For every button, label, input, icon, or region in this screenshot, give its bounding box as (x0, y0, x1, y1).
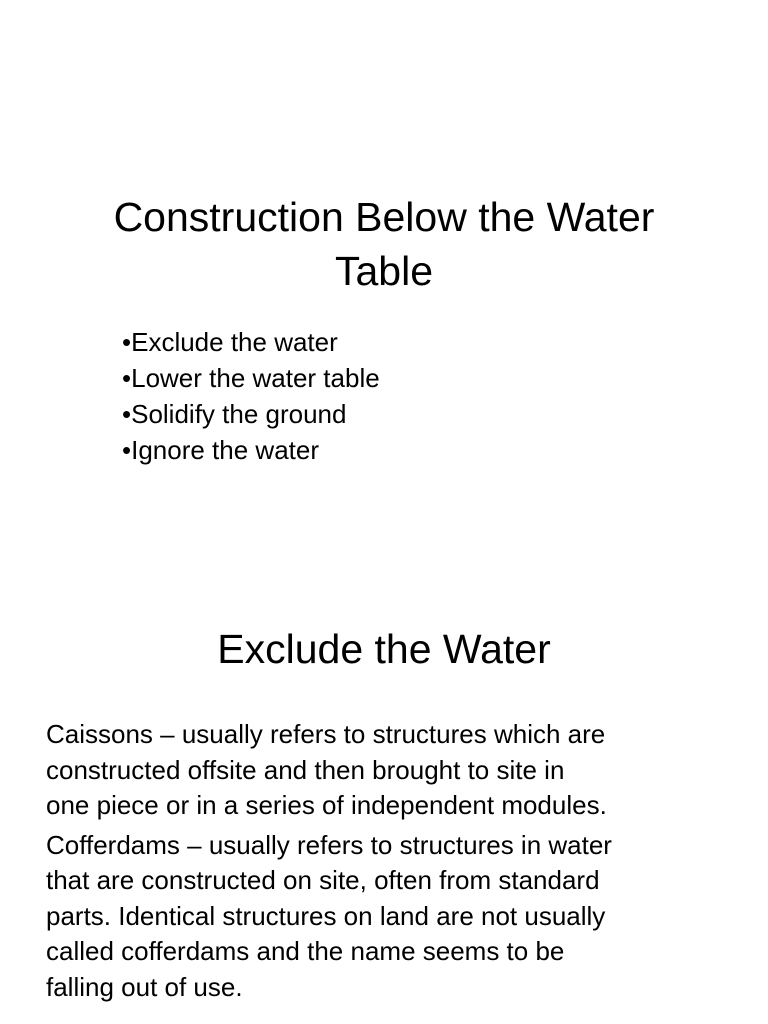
definition-line: that are constructed on site, often from standard (46, 865, 600, 895)
definition-caissons (46, 717, 736, 824)
definition-line: Cofferdams – usually refers to structures in water (46, 829, 612, 860)
definition-list (46, 717, 736, 1009)
slide-title: Exclude the Water (217, 626, 551, 672)
definition-line: Caissons – usually refers to structures which are (46, 719, 606, 749)
bullet-item: •Lower the water table (122, 363, 380, 393)
definition-line: constructed offsite and then brought to site in (46, 754, 565, 785)
definition-cofferdams (46, 828, 736, 1006)
slide-exclude-the-water (0, 512, 768, 1024)
definition-line: parts. Identical structures on land are not usually (46, 900, 606, 931)
definition-line: one piece or in a series of independent modules. (46, 790, 607, 820)
definition-line: falling out of use. (46, 971, 243, 1002)
bullet-item: •Ignore the water (122, 435, 319, 465)
bullet-list (122, 324, 380, 468)
slide-title (0, 190, 768, 298)
definition-line: called cofferdams and the name seems to be (46, 936, 565, 966)
slide-title-line: Table (334, 248, 433, 294)
slide-title-line: Construction Below the Water (113, 194, 655, 240)
bullet-item: •Exclude the water (122, 327, 338, 357)
bullet-item: •Solidify the ground (122, 399, 347, 429)
